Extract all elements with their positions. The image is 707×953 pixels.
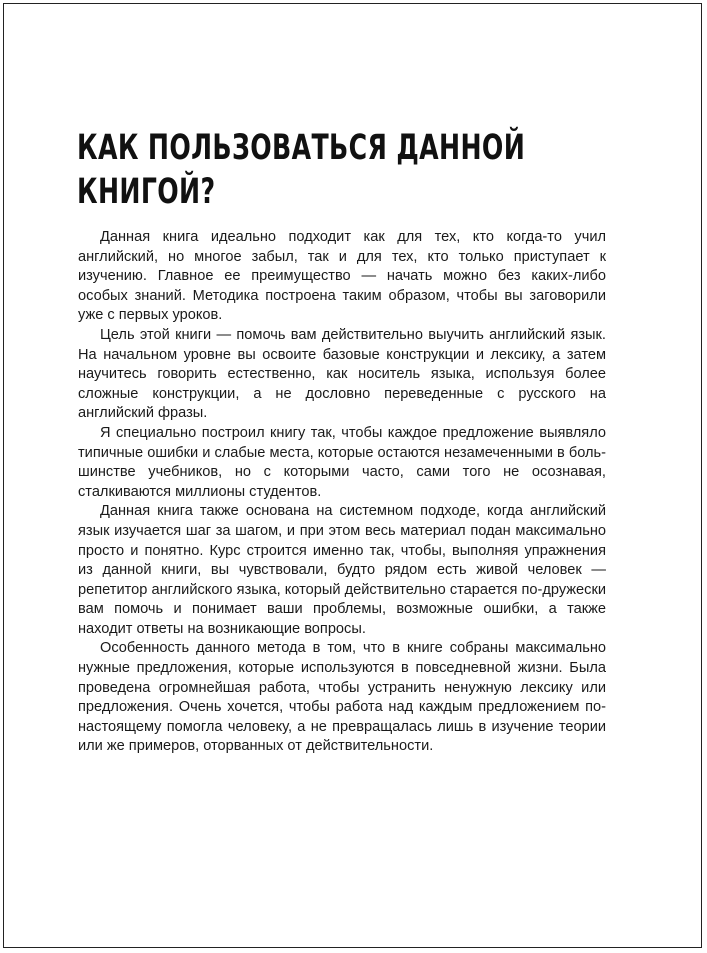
paragraph-5: Особенность данного метода в том, что в книге собраны максимально нужные предложения, которые используются в повседневной жизни. Была проведена огромнейшая работа, чтобы устранить ненужную лексику или предложения. Очень хочется, чтобы работа над каждым предложением по-настоящему помогла человеку, а не превращалась лишь в изучение теории или же примеров, оторванных от действительности. [78, 640, 606, 755]
body-text [78, 228, 606, 757]
page-title-line-1: КАК ПОЛЬЗОВАТЬСЯ ДАННОЙ [77, 128, 526, 168]
paragraph-1: Данная книга идеально подходит как для тех, кто когда-то учил английский, но многое забыл, так и для тех, кто только приступает к изучению. Главное ее преимущество — начать можно без каких-либо особых знаний. Методика построена таким образом, чтобы вы заговорили уже с первых уроков. [78, 229, 606, 324]
page-title-line-2: КНИГОЙ? [77, 172, 216, 212]
book-page [3, 3, 702, 948]
paragraph-4: Данная книга также основана на системном подходе, когда английский язык изучается шаг за шагом, и при этом весь материал подан максимально просто и понятно. Курс строится именно так, чтобы, выполняя упражнения из данной книги, вы чувствовали, будто рядом есть живой человек — репетитор английского языка, который действительно старается по-дружески вам помочь и понимает ваши проблемы, возможные ошибки, а также находит ответы на возникающие вопросы. [78, 503, 606, 637]
paragraph-2: Цель этой книги — помочь вам действительно выучить английский язык. На начальном уровне вы освоите базовые конструкции и лексику, а затем научитесь говорить естественно, как носитель языка, используя более сложные конструкции, а не дословно переведенные с русского на английский фразы. [78, 326, 606, 422]
paragraph-3: Я специально построил книгу так, чтобы каждое предложение выявляло типичные ошибки и слабые места, которые остаются незамеченными в большинстве учебников, но с которыми часто, сами того не осознавая, сталкиваются миллионы студентов. [78, 424, 606, 500]
page-title [77, 126, 526, 214]
